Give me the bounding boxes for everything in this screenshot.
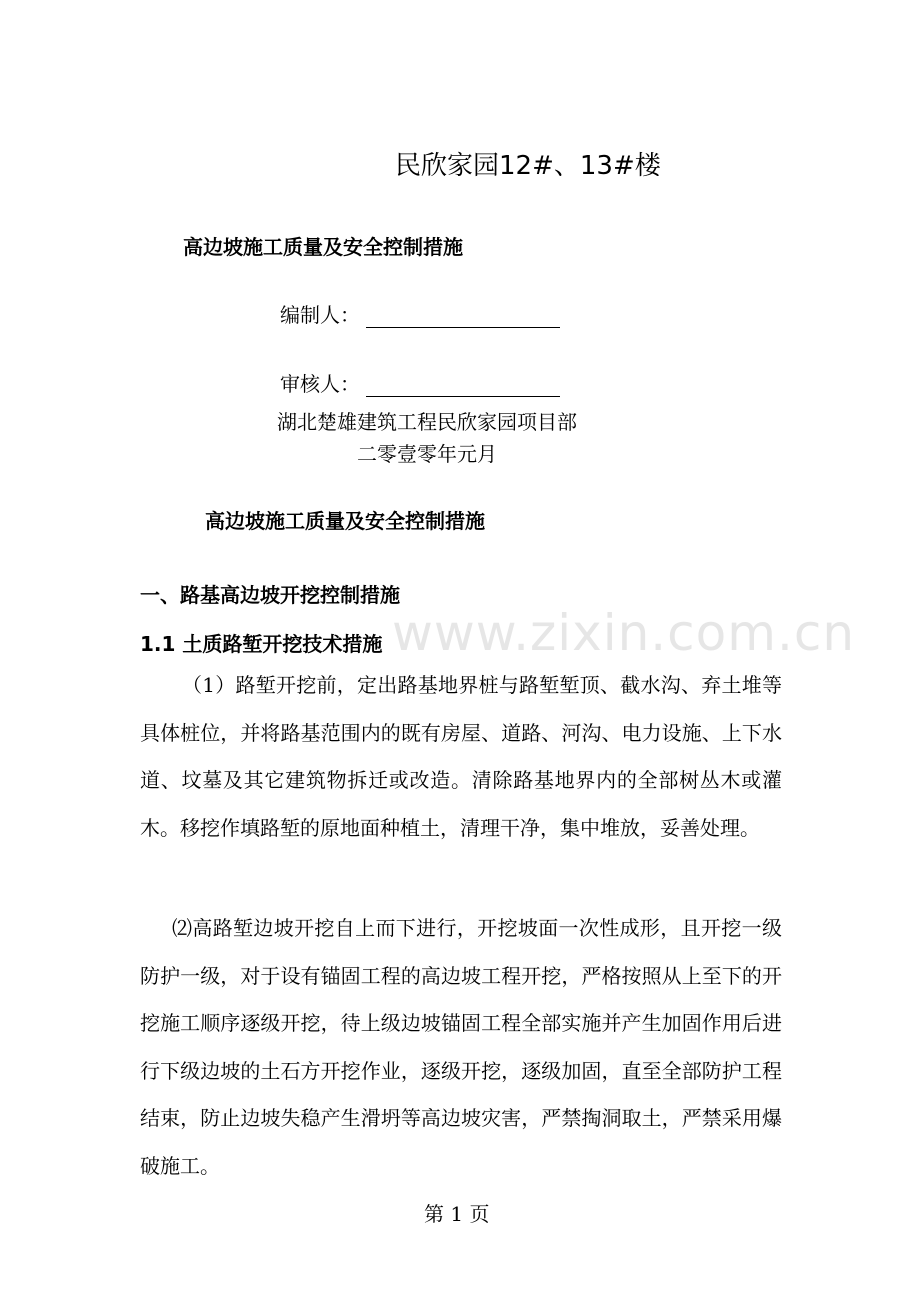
- subsection-heading-1-1: 1.1 土质路堑开挖技术措施: [140, 632, 383, 656]
- reviewer-row: [280, 368, 560, 397]
- page-number: 第 1 页: [424, 1202, 490, 1226]
- cover-subtitle: 高边坡施工质量及安全控制措施: [183, 235, 463, 259]
- compiler-label: 编制人：: [280, 303, 360, 327]
- watermark-text: www.zixin.com.cn: [392, 604, 856, 662]
- cover-date: 二零壹零年元月: [357, 442, 497, 466]
- project-title: 民欣家园12#、13#楼: [395, 151, 661, 181]
- organization: 湖北楚雄建筑工程民欣家园项目部: [277, 410, 577, 434]
- document-heading: 高边坡施工质量及安全控制措施: [205, 509, 485, 533]
- compiler-row: [280, 299, 560, 328]
- paragraph-2: ⑵高路堑边坡开挖自上而下进行，开挖坡面一次性成形，且开挖一级防护一级，对于设有锚固工程的高边坡工程开挖，严格按照从上至下的开挖施工顺序逐级开挖，待上级边坡锚固工程全部实施并产生加固作用后进行下级边坡的土石方开挖作业，逐级开挖，逐级加固，直至全部防护工程结束，防止边坡失稳产生滑坍等高边坡灾害，严禁掏洞取土，严禁采用爆破施工。: [140, 916, 782, 1178]
- section-heading-1: 一、路基高边坡开挖控制措施: [140, 583, 400, 607]
- reviewer-label: 审核人：: [280, 372, 360, 396]
- reviewer-signature-line: [366, 376, 560, 397]
- paragraph-1: （1）路堑开挖前，定出路基地界桩与路堑堑顶、截水沟、弃土堆等具体桩位，并将路基范围内的既有房屋、道路、河沟、电力设施、上下水道、坟墓及其它建筑物拆迁或改造。清除路基地界内的全部树丛木或灌木。移挖作填路堑的原地面种植土，清理干净，集中堆放，妥善处理。: [140, 673, 782, 840]
- compiler-signature-line: [366, 307, 560, 328]
